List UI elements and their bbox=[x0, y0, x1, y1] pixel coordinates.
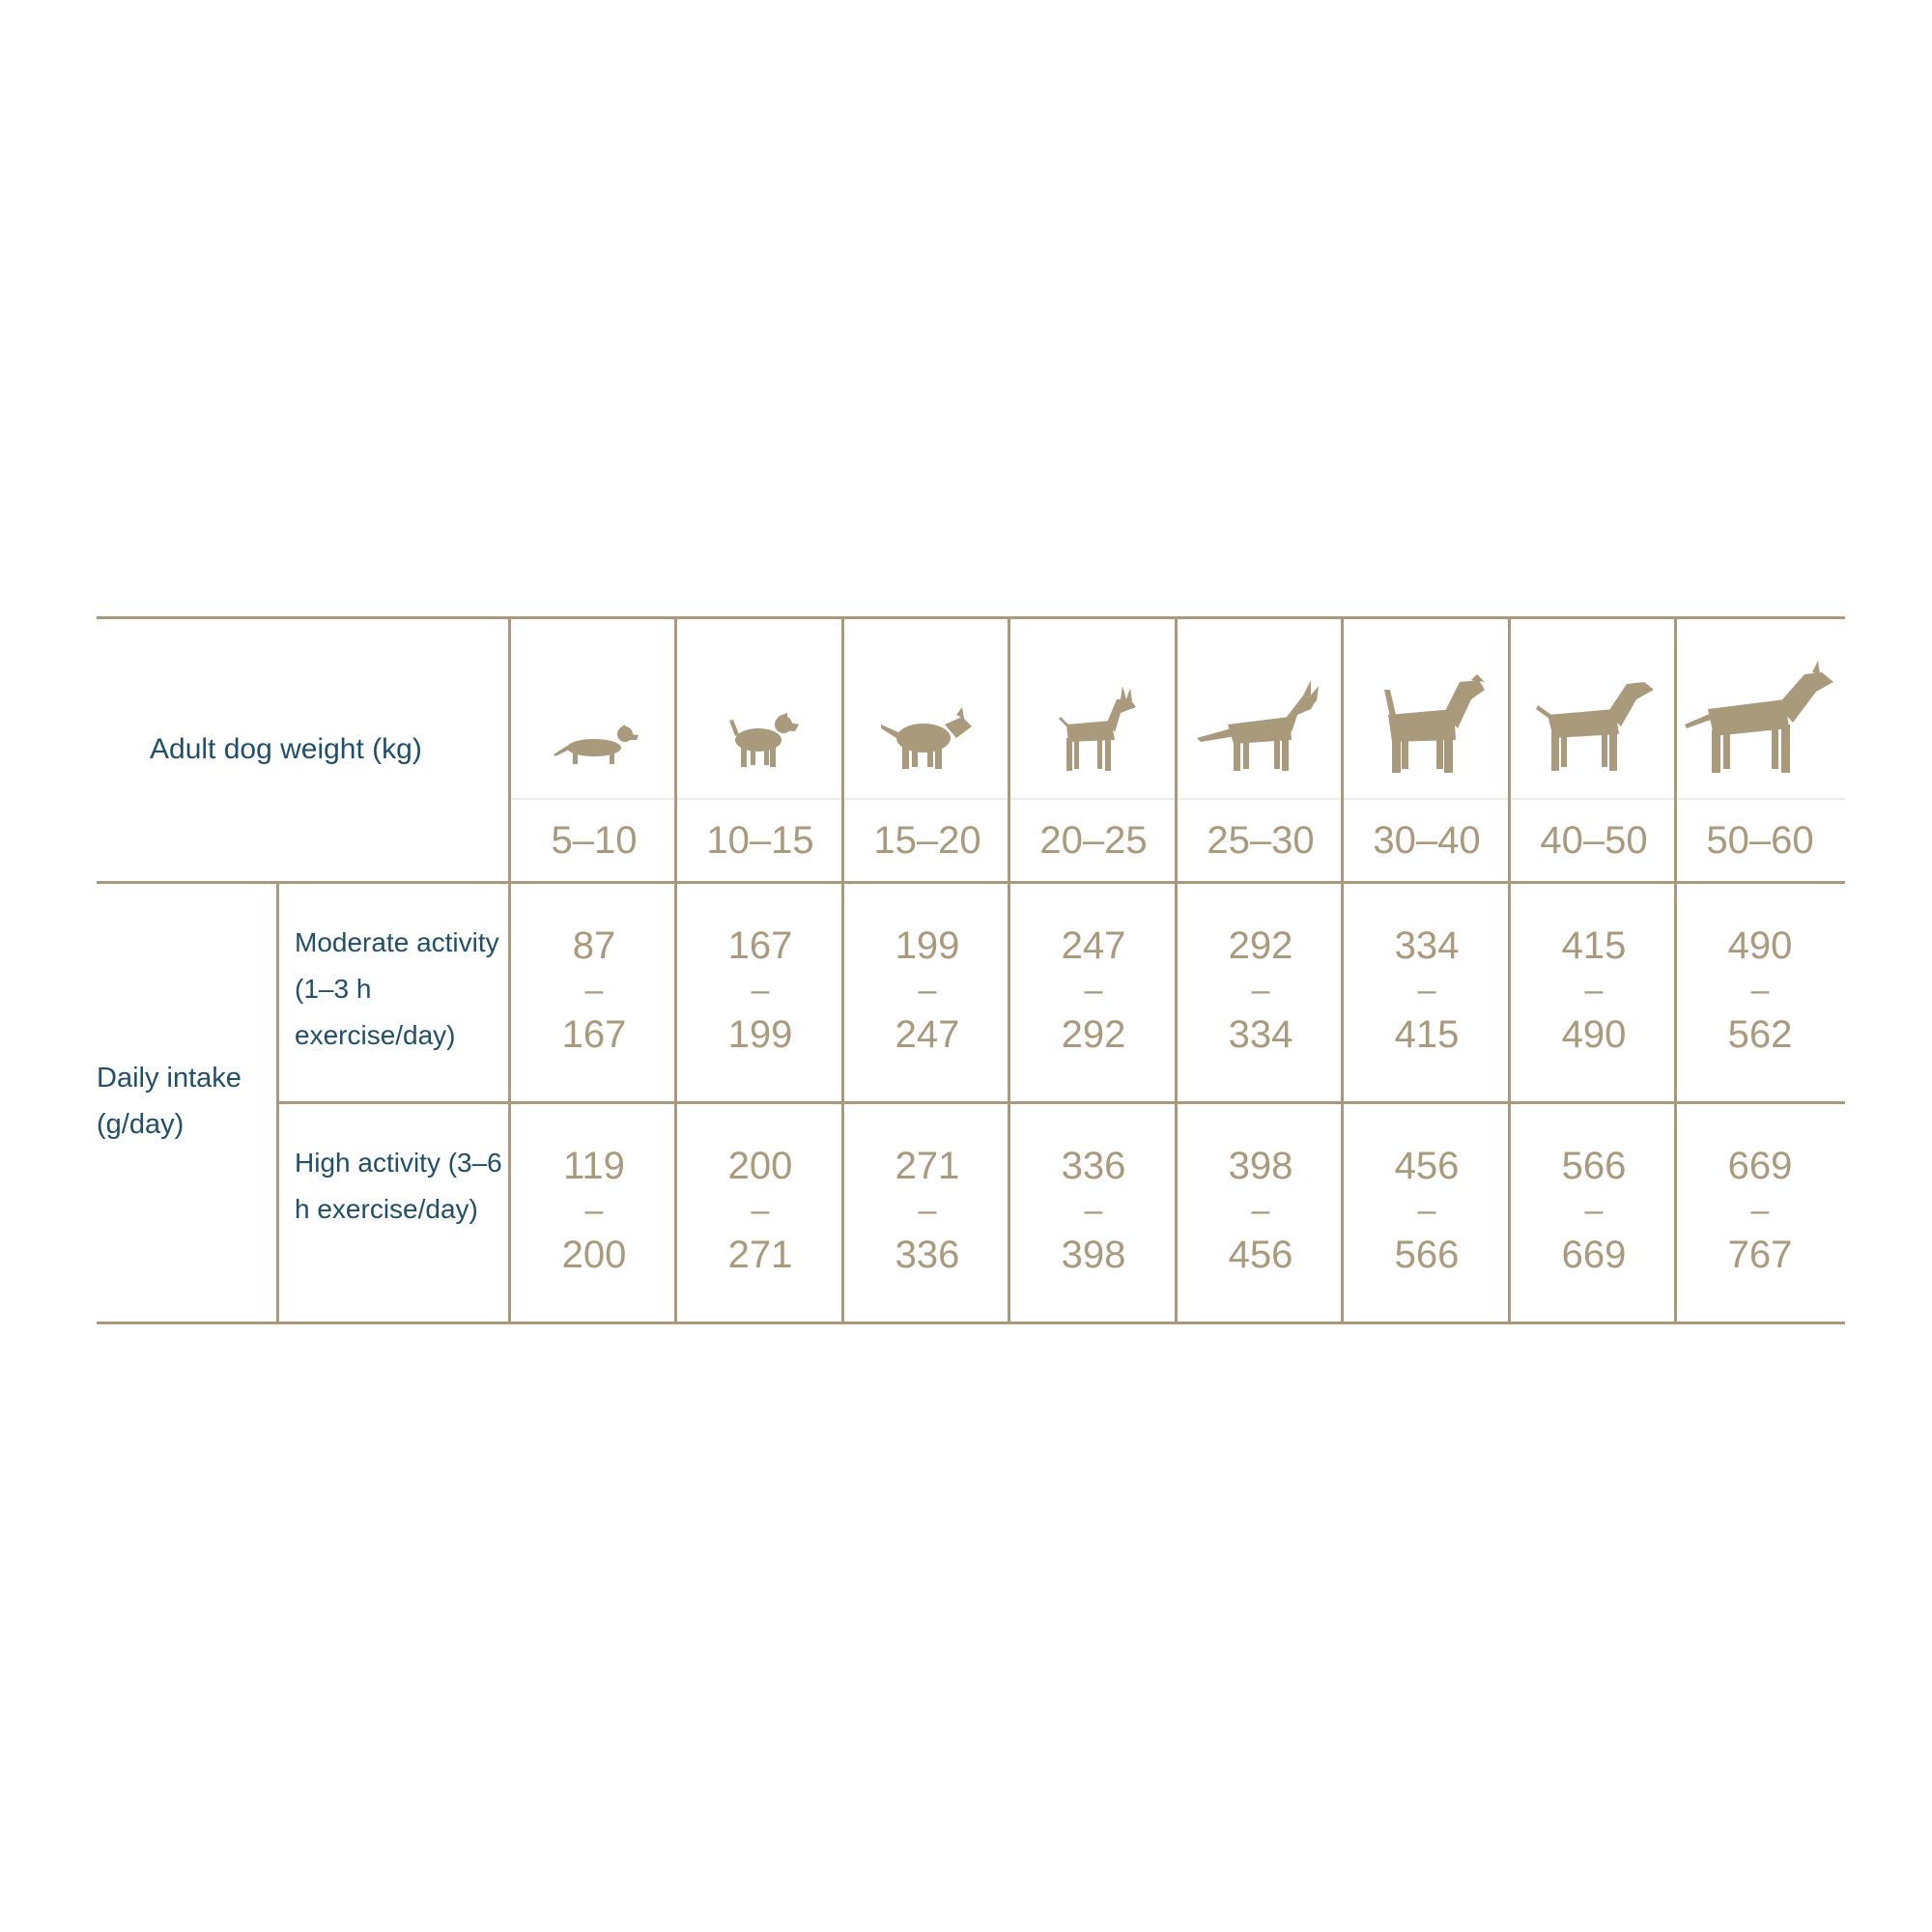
intake-min: 199 bbox=[895, 924, 960, 967]
activity-column-rule bbox=[276, 881, 279, 1324]
range-dash: – bbox=[751, 972, 770, 1009]
intake-min: 415 bbox=[1561, 924, 1627, 967]
range-dash: – bbox=[1251, 972, 1270, 1009]
intake-range-cell bbox=[1677, 1144, 1843, 1277]
row-divider-rule bbox=[278, 1101, 1845, 1104]
intake-min: 456 bbox=[1394, 1145, 1460, 1187]
intake-max: 334 bbox=[1228, 1013, 1293, 1056]
intake-max: 336 bbox=[895, 1234, 960, 1276]
intake-range-cell bbox=[1344, 1144, 1510, 1277]
intake-max: 199 bbox=[727, 1013, 793, 1056]
airedale-icon bbox=[1344, 632, 1510, 786]
header-bottom-rule bbox=[97, 881, 1845, 884]
intake-max: 456 bbox=[1228, 1234, 1293, 1276]
intake-range-cell bbox=[1010, 923, 1177, 1057]
intake-max: 247 bbox=[895, 1013, 960, 1056]
intake-max: 562 bbox=[1727, 1013, 1793, 1056]
weight-range-label: 40–50 bbox=[1540, 819, 1648, 862]
intake-max: 669 bbox=[1561, 1234, 1627, 1276]
intake-min: 87 bbox=[572, 924, 616, 967]
weight-range-label: 30–40 bbox=[1373, 819, 1481, 862]
intake-max: 566 bbox=[1394, 1234, 1460, 1276]
range-dash: – bbox=[584, 972, 604, 1009]
intake-max: 415 bbox=[1394, 1013, 1460, 1056]
intake-min: 336 bbox=[1061, 1145, 1126, 1187]
shepherd-icon bbox=[1178, 632, 1344, 786]
intake-min: 566 bbox=[1561, 1145, 1627, 1187]
intake-min: 292 bbox=[1228, 924, 1293, 967]
intake-min: 334 bbox=[1394, 924, 1460, 967]
range-dash: – bbox=[1251, 1192, 1270, 1229]
intake-range-cell bbox=[1677, 923, 1843, 1057]
weight-range-label: 10–15 bbox=[706, 819, 814, 862]
intake-max: 767 bbox=[1727, 1234, 1793, 1276]
intake-min: 490 bbox=[1727, 924, 1793, 967]
range-dash: – bbox=[584, 1192, 604, 1229]
intake-min: 200 bbox=[727, 1145, 793, 1187]
weight-range-label: 50–60 bbox=[1706, 819, 1814, 862]
intake-range-cell bbox=[1178, 923, 1344, 1057]
range-dash: – bbox=[1750, 1192, 1770, 1229]
intake-max: 200 bbox=[561, 1234, 627, 1276]
great-dane-icon bbox=[1677, 632, 1843, 786]
intake-max: 490 bbox=[1561, 1013, 1627, 1056]
range-dash: – bbox=[1584, 972, 1604, 1009]
intake-range-cell bbox=[1344, 923, 1510, 1057]
weight-range-label: 25–30 bbox=[1207, 819, 1315, 862]
intake-range-cell bbox=[677, 923, 843, 1057]
range-dash: – bbox=[918, 972, 937, 1009]
weight-range-label: 15–20 bbox=[873, 819, 981, 862]
top-rule bbox=[97, 616, 1845, 619]
daily-intake-label: Daily intake (g/day) bbox=[97, 1063, 242, 1140]
intake-range-cell bbox=[677, 1144, 843, 1277]
intake-range-cell bbox=[1178, 1144, 1344, 1277]
intake-range-cell bbox=[844, 923, 1010, 1057]
intake-range-cell bbox=[511, 1144, 677, 1277]
intake-range-cell bbox=[1511, 923, 1677, 1057]
weight-range-label: 20–25 bbox=[1039, 819, 1148, 862]
range-dash: – bbox=[918, 1192, 937, 1229]
intake-range-cell bbox=[1010, 1144, 1177, 1277]
intake-min: 398 bbox=[1228, 1145, 1293, 1187]
intake-max: 167 bbox=[561, 1013, 627, 1056]
range-dash: – bbox=[1750, 972, 1770, 1009]
intake-min: 271 bbox=[895, 1145, 960, 1187]
high-activity-label: High activity (3–6 h exercise/day) bbox=[295, 1148, 502, 1224]
moderate-activity-label: Moderate activity (1–3 h exercise/day) bbox=[295, 927, 499, 1050]
range-dash: – bbox=[1584, 1192, 1604, 1229]
range-dash: – bbox=[1084, 1192, 1103, 1229]
weight-range-label: 5–10 bbox=[551, 819, 638, 862]
intake-range-cell bbox=[511, 923, 677, 1057]
icon-row-divider bbox=[510, 798, 1845, 800]
intake-max: 271 bbox=[727, 1234, 793, 1276]
intake-min: 167 bbox=[727, 924, 793, 967]
small-terrier-icon bbox=[677, 632, 843, 786]
intake-min: 119 bbox=[563, 1145, 625, 1187]
intake-max: 398 bbox=[1061, 1234, 1126, 1276]
dachshund-icon bbox=[511, 632, 677, 786]
range-dash: – bbox=[751, 1192, 770, 1229]
pinscher-icon bbox=[1010, 632, 1177, 786]
pointer-icon bbox=[1511, 632, 1677, 786]
range-dash: – bbox=[1084, 972, 1103, 1009]
bottom-rule bbox=[97, 1321, 1845, 1324]
range-dash: – bbox=[1417, 1192, 1436, 1229]
adult-dog-weight-label: Adult dog weight (kg) bbox=[150, 733, 422, 765]
intake-max: 292 bbox=[1061, 1013, 1126, 1056]
intake-min: 669 bbox=[1727, 1145, 1793, 1187]
intake-range-cell bbox=[844, 1144, 1010, 1277]
range-dash: – bbox=[1417, 972, 1436, 1009]
intake-min: 247 bbox=[1061, 924, 1126, 967]
intake-range-cell bbox=[1511, 1144, 1677, 1277]
bull-terrier-icon bbox=[844, 632, 1010, 786]
